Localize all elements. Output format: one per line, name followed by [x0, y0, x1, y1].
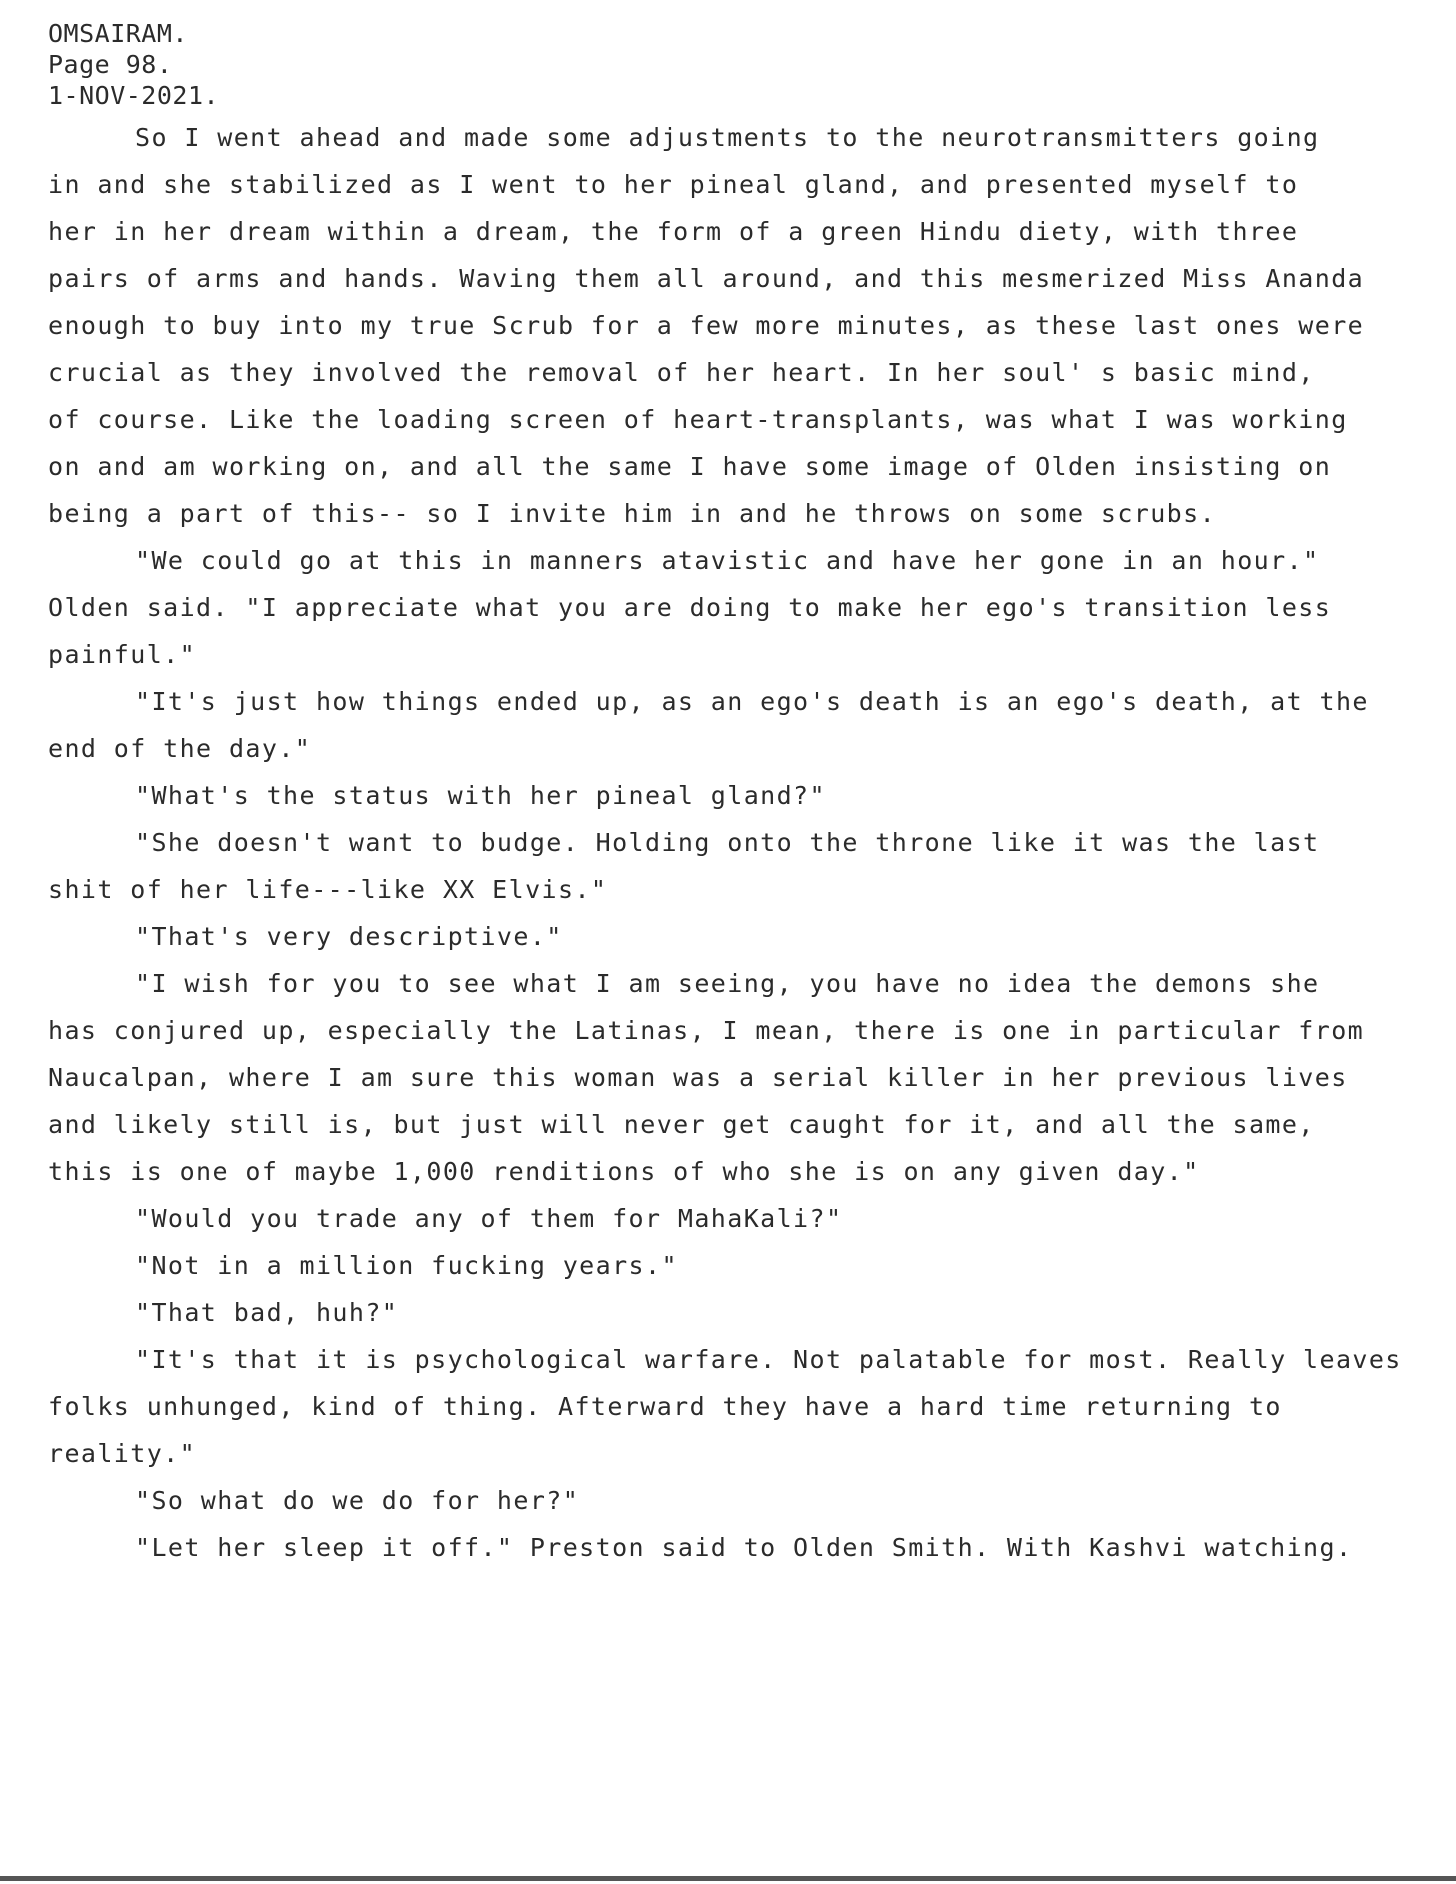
- text-line: "It's just how things ended up, as an ego's death is an ego's death, at the: [135, 687, 1369, 716]
- text-line: her in her dream within a dream, the form of a green Hindu diety, with three: [48, 217, 1299, 246]
- text-line: "Let her sleep it off." Preston said to Olden Smith. With Kashvi watching.: [135, 1533, 1353, 1562]
- text-line: "She doesn't want to budge. Holding onto the throne like it was the last: [135, 828, 1320, 857]
- text-line: "That bad, huh?": [135, 1298, 399, 1327]
- text-line: this is one of maybe 1,000 renditions of who she is on any given day.": [48, 1157, 1200, 1186]
- text-line: folks unhunged, kind of thing. Afterward they have a hard time returning to: [48, 1392, 1282, 1421]
- text-line: "We could go at this in manners atavistic and have her gone in an hour.": [135, 546, 1320, 575]
- text-line: in and she stabilized as I went to her pineal gland, and presented myself to: [48, 170, 1299, 199]
- page-date: 1-NOV-2021.: [48, 81, 220, 110]
- text-line: "So what do we do for her?": [135, 1486, 580, 1515]
- page-number: Page 98.: [48, 50, 173, 79]
- scan-bottom-edge: [0, 1876, 1456, 1881]
- text-line: So I went ahead and made some adjustments to the neurotransmitters going: [135, 123, 1320, 152]
- text-line: "It's that it is psychological warfare. Not palatable for most. Really leaves: [135, 1345, 1402, 1374]
- text-line: "That's very descriptive.": [135, 922, 563, 951]
- text-line: "Would you trade any of them for MahaKali?": [135, 1204, 843, 1233]
- page-header: [48, 18, 219, 111]
- text-line: being a part of this-- so I invite him in and he throws on some scrubs.: [48, 499, 1217, 528]
- text-line: "Not in a million fucking years.": [135, 1251, 678, 1280]
- text-line: "What's the status with her pineal gland?": [135, 781, 826, 810]
- text-line: and likely still is, but just will never get caught for it, and all the same,: [48, 1110, 1315, 1139]
- text-line: "I wish for you to see what I am seeing, you have no idea the demons she: [135, 969, 1320, 998]
- text-line: Olden said. "I appreciate what you are doing to make her ego's transition less: [48, 593, 1332, 622]
- text-line: end of the day.": [48, 734, 312, 763]
- text-line: crucial as they involved the removal of her heart. In her soul' s basic mind,: [48, 358, 1315, 387]
- text-line: of course. Like the loading screen of heart-transplants, was what I was working: [48, 405, 1348, 434]
- text-line: reality.": [48, 1439, 197, 1468]
- text-line: enough to buy into my true Scrub for a few more minutes, as these last ones were: [48, 311, 1365, 340]
- text-line: on and am working on, and all the same I have some image of Olden insisting on: [48, 452, 1332, 481]
- text-line: painful.": [48, 640, 197, 669]
- text-line: pairs of arms and hands. Waving them all around, and this mesmerized Miss Ananda: [48, 264, 1365, 293]
- text-line: has conjured up, especially the Latinas, I mean, there is one in particular from: [48, 1016, 1365, 1045]
- text-line: Naucalpan, where I am sure this woman was a serial killer in her previous lives: [48, 1063, 1348, 1092]
- header-salutation: OMSAIRAM.: [48, 19, 188, 48]
- text-line: shit of her life---like XX Elvis.": [48, 875, 608, 904]
